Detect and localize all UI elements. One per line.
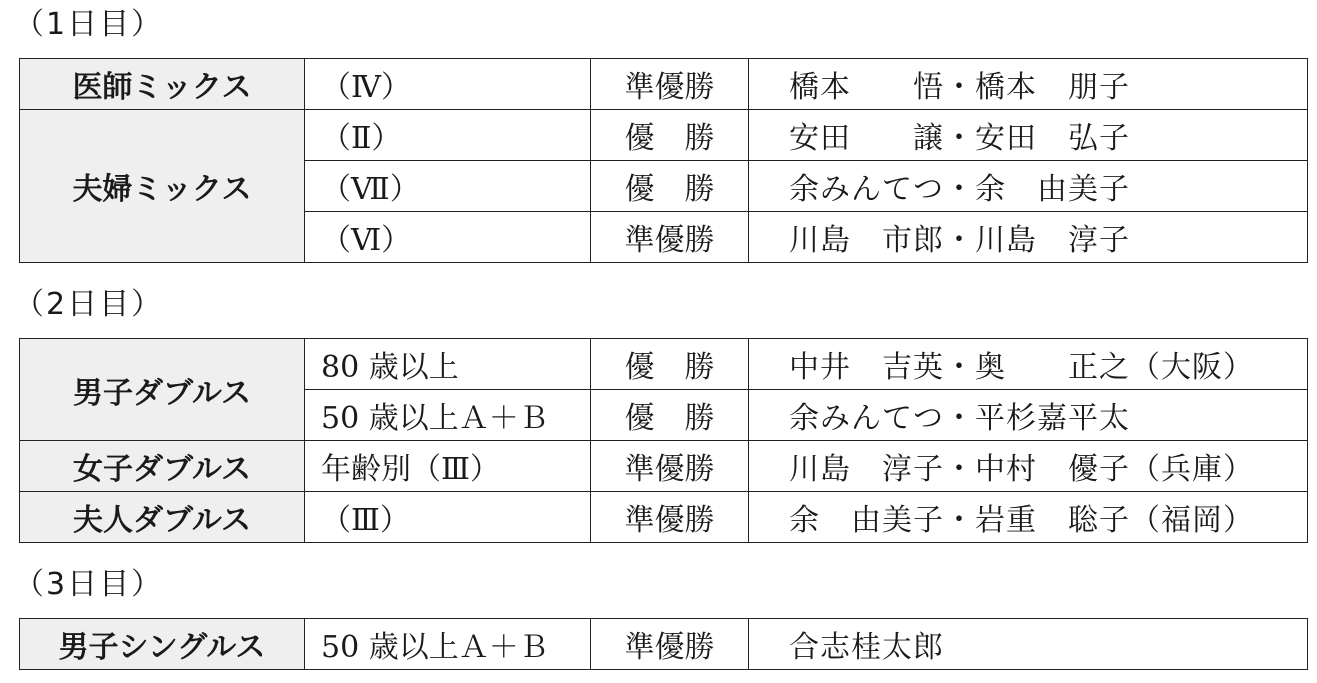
category-cell: 医師ミックス [20, 59, 305, 110]
category-cell: 男子シングルス [20, 619, 305, 670]
day1-heading: （1日目） [14, 7, 164, 42]
division-cell: （Ⅲ） [305, 492, 591, 543]
division-cell: （Ⅵ） [305, 212, 591, 263]
names-cell: 橋本 悟・橋本 朋子 [749, 59, 1308, 110]
day3-heading: （3日目） [14, 567, 164, 602]
day3-results-table [19, 618, 1308, 670]
category-cell: 男子ダブルス [20, 339, 305, 441]
names-cell: 余みんてつ・余 由美子 [749, 161, 1308, 212]
table-row [20, 59, 1308, 110]
names-cell: 余 由美子・岩重 聡子（福岡） [749, 492, 1308, 543]
result-cell: 優 勝 [591, 161, 749, 212]
result-cell: 優 勝 [591, 390, 749, 441]
table-row [20, 339, 1308, 390]
names-cell: 中井 吉英・奥 正之（大阪） [749, 339, 1308, 390]
category-cell: 夫人ダブルス [20, 492, 305, 543]
names-cell: 川島 淳子・中村 優子（兵庫） [749, 441, 1308, 492]
names-cell: 余みんてつ・平杉嘉平太 [749, 390, 1308, 441]
division-cell: 50 歳以上Ａ＋Ｂ [305, 390, 591, 441]
division-cell: （Ⅳ） [305, 59, 591, 110]
category-cell: 夫婦ミックス [20, 110, 305, 263]
result-cell: 準優勝 [591, 441, 749, 492]
result-cell: 優 勝 [591, 110, 749, 161]
day1-results-table [19, 58, 1308, 263]
division-cell: （Ⅶ） [305, 161, 591, 212]
names-cell: 川島 市郎・川島 淳子 [749, 212, 1308, 263]
day2-results-table [19, 338, 1308, 543]
day2-heading: （2日目） [14, 287, 164, 322]
table-row [20, 441, 1308, 492]
table-row [20, 619, 1308, 670]
division-cell: 80 歳以上 [305, 339, 591, 390]
result-cell: 準優勝 [591, 619, 749, 670]
names-cell: 安田 譲・安田 弘子 [749, 110, 1308, 161]
category-cell: 女子ダブルス [20, 441, 305, 492]
table-row [20, 110, 1308, 161]
result-cell: 準優勝 [591, 212, 749, 263]
table-row [20, 492, 1308, 543]
result-cell: 準優勝 [591, 492, 749, 543]
names-cell: 合志桂太郎 [749, 619, 1308, 670]
division-cell: （Ⅱ） [305, 110, 591, 161]
division-cell: 50 歳以上Ａ＋Ｂ [305, 619, 591, 670]
result-cell: 優 勝 [591, 339, 749, 390]
result-cell: 準優勝 [591, 59, 749, 110]
division-cell: 年齢別（Ⅲ） [305, 441, 591, 492]
